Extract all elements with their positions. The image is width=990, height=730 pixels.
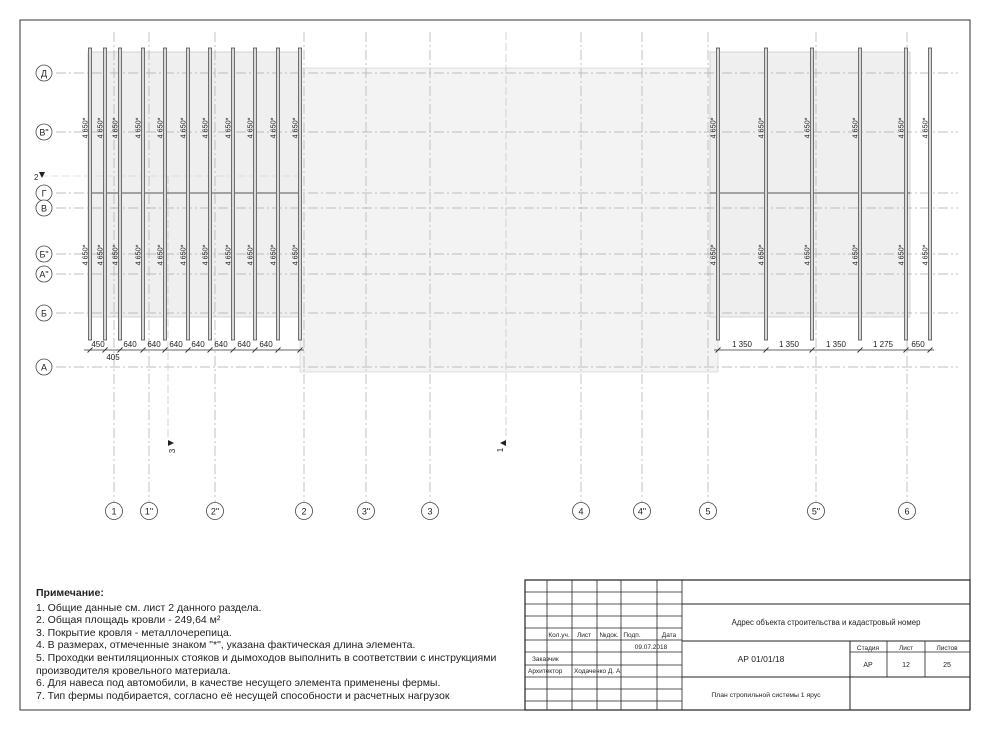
rafter-length-label: 4 650* — [155, 244, 165, 266]
row-axis-label: В — [40, 203, 48, 214]
rafter-length-label: 4 650* — [708, 117, 718, 139]
title-block-address: Адрес объекта строительства и кадастровый номер — [731, 618, 921, 627]
center-roof-area — [300, 68, 718, 372]
rafter-length-label: 4 650* — [80, 244, 90, 266]
column-axis-label: 4" — [637, 506, 647, 517]
rafter-length-label: 4 650* — [896, 117, 906, 139]
rafter — [716, 48, 719, 340]
notes-title: Примечание: — [36, 587, 104, 599]
rafter-length-label: 4 650* — [200, 117, 210, 139]
rafter — [276, 48, 279, 340]
rafter-length-label: 4 650* — [95, 244, 105, 266]
rafter — [163, 48, 166, 340]
rafter-length-label: 4 650* — [110, 117, 120, 139]
right-dimension-value: 650 — [911, 340, 925, 349]
right-dimension-value: 1 350 — [778, 340, 800, 349]
rafter — [208, 48, 211, 340]
rafter — [858, 48, 861, 340]
section-mark-top: 2 — [34, 173, 39, 182]
column-axis-label: 3" — [361, 506, 371, 517]
rafter-length-label: 4 650* — [920, 117, 930, 139]
right-dimension-value: 1 275 — [872, 340, 894, 349]
left-sub-dimension-value: 405 — [106, 353, 120, 362]
note-2: 2. Общая площадь кровли - 249,64 м² — [36, 614, 221, 627]
title-block-col-header: Дата — [661, 632, 677, 639]
rafter-length-label: 4 650* — [850, 244, 860, 266]
rafter-length-label: 4 650* — [290, 244, 300, 266]
rafter-length-label: 4 650* — [223, 244, 233, 266]
section-arrow-icon — [168, 440, 174, 446]
section-mark-center: 1 — [496, 447, 505, 453]
title-block-col-header: Кол.уч. — [548, 632, 570, 639]
section-arrow-icon — [39, 172, 45, 178]
rafter — [253, 48, 256, 340]
rafter-length-label: 4 650* — [133, 244, 143, 266]
row-axis-label: Д — [40, 68, 48, 79]
column-axis-label: 2 — [301, 506, 307, 517]
column-axis-label: 1 — [111, 506, 117, 517]
rafter-length-label: 4 650* — [896, 244, 906, 266]
rafter-length-label: 4 650* — [110, 244, 120, 266]
note-7: 7. Тип фермы подбирается, согласно её несущей способности и расчетных нагрузок — [36, 689, 450, 702]
note-5: 5. Проходки вентиляционных стояков и дымоходов выполнить в соответствии с инструкциями производителя кровельного материала. — [36, 651, 497, 677]
rafter-length-label: 4 650* — [708, 244, 718, 266]
note-6: 6. Для навеса под автомобили, в качестве несущего элемента применены фермы. — [36, 677, 441, 690]
row-axis-label: А — [40, 362, 48, 373]
row-axis-label: Б" — [39, 249, 49, 260]
left-dimension-value: 640 — [147, 340, 161, 349]
row-axis-label: В" — [39, 127, 49, 138]
column-axis-label: 1" — [144, 506, 154, 517]
title-block-stage: АР — [863, 662, 873, 669]
right-dimension-value: 1 350 — [825, 340, 847, 349]
title-block-doc-code: АР 01/01/18 — [737, 654, 785, 664]
title-block-role: Архитектор — [528, 668, 563, 675]
column-axis-label: 5" — [811, 506, 821, 517]
title-block-name: Ходаченко Д. А — [574, 668, 621, 675]
rafter-length-label: 4 650* — [802, 244, 812, 266]
rafter — [298, 48, 301, 340]
title-block-stage-header: Стадия — [856, 645, 880, 652]
rafter-length-label: 4 650* — [178, 244, 188, 266]
title-block-role: Заказчик — [532, 656, 559, 663]
rafter — [186, 48, 189, 340]
title-block-sheet: 12 — [902, 662, 910, 669]
title-block-drawing-title: План стропильной системы 1 ярус — [711, 692, 821, 699]
rafter-length-label: 4 650* — [95, 117, 105, 139]
title-block-sheet-header: Лист — [898, 645, 914, 652]
rafter — [810, 48, 813, 340]
rafter-length-label: 4 650* — [290, 117, 300, 139]
row-axis-label: Б — [41, 308, 47, 319]
column-axis-label: 4 — [578, 506, 584, 517]
rafter — [764, 48, 767, 340]
rafter-length-label: 4 650* — [245, 117, 255, 139]
rafter-length-label: 4 650* — [223, 117, 233, 139]
left-dimension-value: 640 — [191, 340, 205, 349]
rafter-length-label: 4 650* — [178, 117, 188, 139]
rafter-length-label: 4 650* — [268, 244, 278, 266]
rafter — [88, 48, 91, 340]
rafter-length-label: 4 650* — [802, 117, 812, 139]
column-axis-label: 6 — [904, 506, 910, 517]
left-dimension-value: 640 — [259, 340, 273, 349]
section-arrow-icon — [500, 440, 506, 446]
rafter-length-label: 4 650* — [200, 244, 210, 266]
row-axis-label: А" — [39, 269, 49, 280]
note-4: 4. В размерах, отмеченные знаком "*", указана фактическая длина элемента. — [36, 639, 416, 652]
rafter-length-label: 4 650* — [756, 117, 766, 139]
rafter — [118, 48, 121, 340]
left-dimension-value: 640 — [169, 340, 183, 349]
note-1: 1. Общие данные см. лист 2 данного раздела. — [36, 601, 262, 614]
column-axis-label: 2" — [210, 506, 220, 517]
row-axis-label: Г — [41, 188, 47, 199]
left-dimension-value: 640 — [214, 340, 228, 349]
rafter-length-label: 4 650* — [245, 244, 255, 266]
rafter-length-label: 4 650* — [155, 117, 165, 139]
column-axis-label: 3 — [427, 506, 433, 517]
section-mark-left: 3 — [168, 448, 177, 454]
notes-block — [36, 587, 516, 702]
rafter-length-label: 4 650* — [268, 117, 278, 139]
note-3: 3. Покрытие кровля - металлочерепица. — [36, 626, 232, 639]
left-dimension-value: 640 — [237, 340, 251, 349]
right-dimension-value: 1 350 — [731, 340, 753, 349]
rafter-length-label: 4 650* — [133, 117, 143, 139]
rafter-length-label: 4 650* — [80, 117, 90, 139]
left-dimension-value: 640 — [123, 340, 137, 349]
title-block-date: 09.07.2018 — [634, 644, 668, 651]
title-block-col-header: Подп. — [623, 632, 641, 639]
title-block-sheets-header: Листов — [936, 645, 958, 652]
rafter — [231, 48, 234, 340]
rafter-length-label: 4 650* — [920, 244, 930, 266]
title-block-col-header: Лист — [576, 632, 592, 639]
title-block-col-header: №док. — [599, 632, 619, 639]
column-axis-label: 5 — [705, 506, 711, 517]
rafter — [103, 48, 106, 340]
rafter — [141, 48, 144, 340]
rafter-length-label: 4 650* — [850, 117, 860, 139]
rafter-length-label: 4 650* — [756, 244, 766, 266]
left-dimension-value: 450 — [91, 340, 105, 349]
rafter — [928, 48, 931, 340]
rafter — [904, 48, 907, 340]
title-block-sheets: 25 — [943, 662, 951, 669]
